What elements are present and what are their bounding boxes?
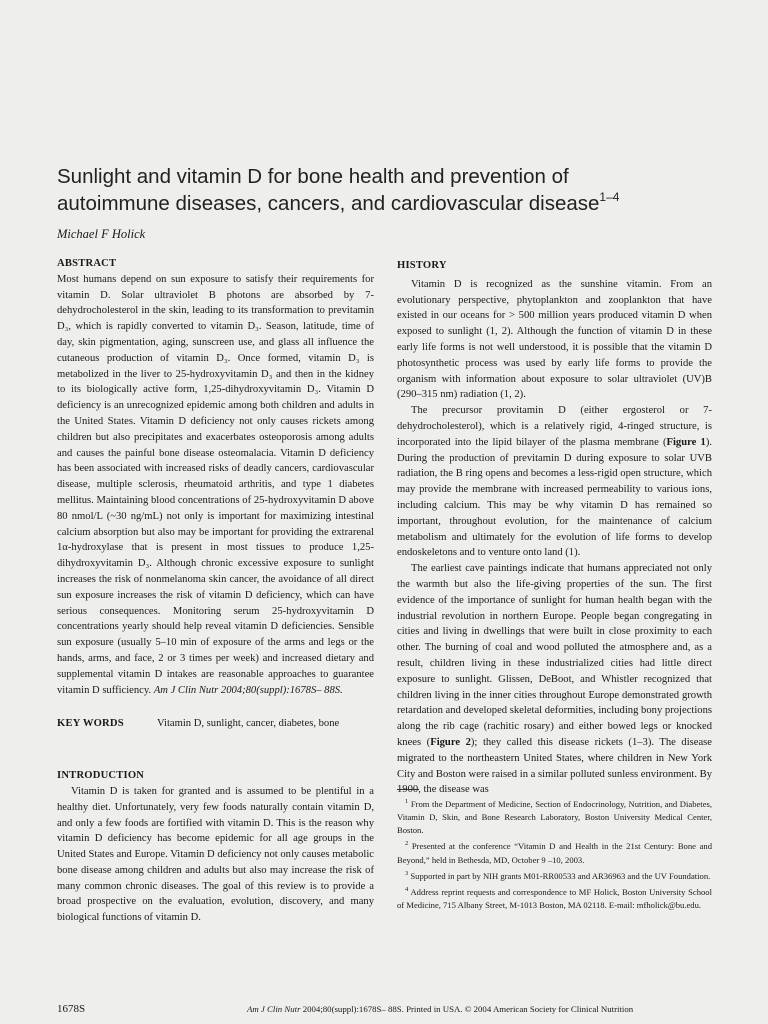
footnote-2-num: 2 (405, 840, 409, 848)
footer-citation: 2004;80(suppl):1678S– 88S. Printed in USA. © 2004 American Society for Clinical Nutrition (300, 1004, 634, 1014)
title-line-1: Sunlight and vitamin D for bone health and prevention of (57, 165, 569, 188)
footnote-divider (397, 789, 419, 790)
left-column (57, 256, 374, 926)
author-name: Michael F Holick (57, 227, 146, 241)
history-p2-text-a: The precursor provitamin D (either ergosterol or 7-dehydrocholesterol), which is a relatively rigid, 4-ringed structure, is incorporated into the lipid bilayer of the plasma membrane ( (397, 405, 712, 448)
history-p2-text-b: ). During the production of previtamin D during exposure to solar UVB radiation, the B ring opens and becomes a less-rigid open structure, which may provide the membrane with increased permeability to various ions, including calcium. This may be why vitamin D has remained so important, throughout evolution, for the maintenance of calcium metabolism and ultimately for the evolution of life forms to develop endoskeletons and to venture onto land (1). (397, 436, 713, 559)
footnotes (397, 795, 712, 912)
running-footer (247, 1004, 633, 1014)
footnote-3-text: Supported in part by NIH grants M01-RR00533 and AR36963 and the UV Foundation. (410, 870, 711, 881)
footnote-2 (397, 837, 712, 866)
history-paragraph-2 (397, 403, 712, 561)
footnote-2-text: Presented at the conference “Vitamin D and Health in the 21st Century: Bone and Beyond,” held in Bethesda, MD, October 9 –10, 2003. (397, 841, 712, 865)
footnote-1-num: 1 (405, 798, 409, 805)
footer-journal: Am J Clin Nutr (247, 1004, 301, 1014)
figure-1-link[interactable]: Figure 1 (666, 436, 706, 448)
keywords-text: Vitamin D, sunlight, cancer, diabetes, bone (157, 718, 340, 730)
footnote-1 (397, 795, 712, 837)
history-paragraph-3 (397, 561, 712, 798)
history-p3-text-a: The earliest cave paintings indicate that humans appreciated not only the warmth but also the life-giving properties of the sun. The first evidence of the importance of sunlight for human health began with the industrial revolution in northern Europe. People began congregating in cities and living in dwellings that were built in close proximity to each other. The burning of coal and wood polluted the atmosphere and, as a result, children living in these industrialized cities had little direct exposure to sunlight. Glissen, DeBoot, and Whistler recognized that children living in the inner cities throughout Europe demonstrated growth retardation and developed skeletal deformities, including bony projections along the rib cage (rachitic rosary) and either bowed legs or knocked knees ( (397, 563, 712, 748)
right-column (397, 258, 712, 798)
title-line-2: autoimmune diseases, cancers, and cardiovascular disease (57, 192, 600, 215)
abstract-citation: Am J Clin Nutr 2004;80(suppl):1678S– 88S. (153, 684, 343, 696)
page-number: 1678S (57, 1003, 86, 1015)
keywords-row (57, 716, 374, 732)
title-footnote-refs: 1–4 (599, 190, 620, 204)
figure-2-link[interactable]: Figure 2 (430, 736, 471, 748)
footnote-1-text: From the Department of Medicine, Section of Endocrinology, Nutrition, and Diabetes, Vitamin D, Skin, and Bone Research Laboratory, Boston University Medical Center, Boston. (397, 798, 713, 836)
introduction-heading: INTRODUCTION (57, 770, 145, 782)
history-p3-text-b: ); they called this disease rickets (1–3). The disease migrated to the northeastern United States, where children in New York City and Boston were raised in a similar polluted sunless environment. By 1900, the disease was (397, 736, 713, 796)
footnote-4-num: 4 (405, 885, 409, 893)
footnote-3 (397, 867, 712, 883)
abstract-heading: ABSTRACT (57, 258, 117, 269)
footnote-4 (397, 883, 712, 912)
history-heading: HISTORY (397, 260, 447, 271)
article-title (57, 163, 737, 217)
abstract-body (57, 272, 374, 699)
footnote-4-text: Address reprint requests and correspondence to MF Holick, Boston University School of Medicine, 715 Albany Street, M-1013 Boston, MA 02118. E-mail: mfholick@bu.edu. (397, 886, 712, 910)
history-paragraph-1: Vitamin D is recognized as the sunshine vitamin. From an evolutionary perspective, phytoplankton and zooplankton that have existed in our oceans for > 500 million years produced vitamin D when exposed to sunlight (1, 2). Although the function of vitamin D in these early life forms is not well understood, it is possible that the vitamin D photosynthetic process was used by early life forms to provide the organism with information about exposure to solar ultraviolet (UV)B (290–315 nm) radiation (1, 2). (397, 278, 712, 401)
introduction-body: Vitamin D is taken for granted and is assumed to be plentiful in a healthy diet. Unfortunately, very few foods naturally contain vitamin D, and only a few foods are fortified with vitamin D. This is the reason why vitamin D deficiency has become epidemic for all age groups in the United States and Europe. Vitamin D deficiency not only causes metabolic bone disease among children and adults but also may increase the risk of many common chronic diseases. The goal of this review is to provide a broad prospective on the evaluation, evolution, discovery, and many biological functions of vitamin D. (57, 785, 374, 924)
keywords-heading: KEY WORDS (57, 718, 124, 730)
footnote-3-num: 3 (405, 869, 409, 877)
abstract-text: Most humans depend on sun exposure to satisfy their requirements for vitamin D. Solar ultraviolet B photons are absorbed by 7-dehydrocholesterol in the skin, leading to its transformation to previtamin D₃, which is rapidly converted to vitamin D₃. Season, latitude, time of day, skin pigmentation, aging, sunscreen use, and glass all influence the cutaneous production of vitamin D₃. Once formed, vitamin D₃ is metabolized in the liver to 25-hydroxyvitamin D₃ and then in the kidney to its biologically active form, 1,25-dihydroxyvitamin D₃. Vitamin D deficiency is an unrecognized epidemic among both children and adults in the United States. Vitamin D deficiency not only causes rickets among children but also precipitates and exacerbates osteoporosis among adults and causes the painful bone disease osteomalacia. Vitamin D deficiency has been associated with increased risks of deadly cancers, cardiovascular disease, multiple sclerosis, rheumatoid arthritis, and type 1 diabetes mellitus. Maintaining blood concentrations of 25-hydroxyvitamin D above 80 nmol/L (~30 ng/mL) not only is important for maximizing intestinal calcium absorption but also may be important for providing the extrarenal 1α-hydroxylase that is present in most tissues to produce 1,25-dihydroxyvitamin D₃. Although chronic excessive exposure to sunlight increases the risk of nonmelanoma skin cancer, the avoidance of all direct sun exposure increases the risk of vitamin D deficiency, which can have serious consequences. Monitoring serum 25-hydroxyvitamin D concentrations yearly should help reveal vitamin D deficiencies. Sensible sun exposure (usually 5–10 min of exposure of the arms and legs or the hands, arms, and face, 2 or 3 times per week) and increased dietary and supplemental vitamin D intakes are reasonable approaches to guarantee vitamin D sufficiency. (57, 273, 374, 696)
